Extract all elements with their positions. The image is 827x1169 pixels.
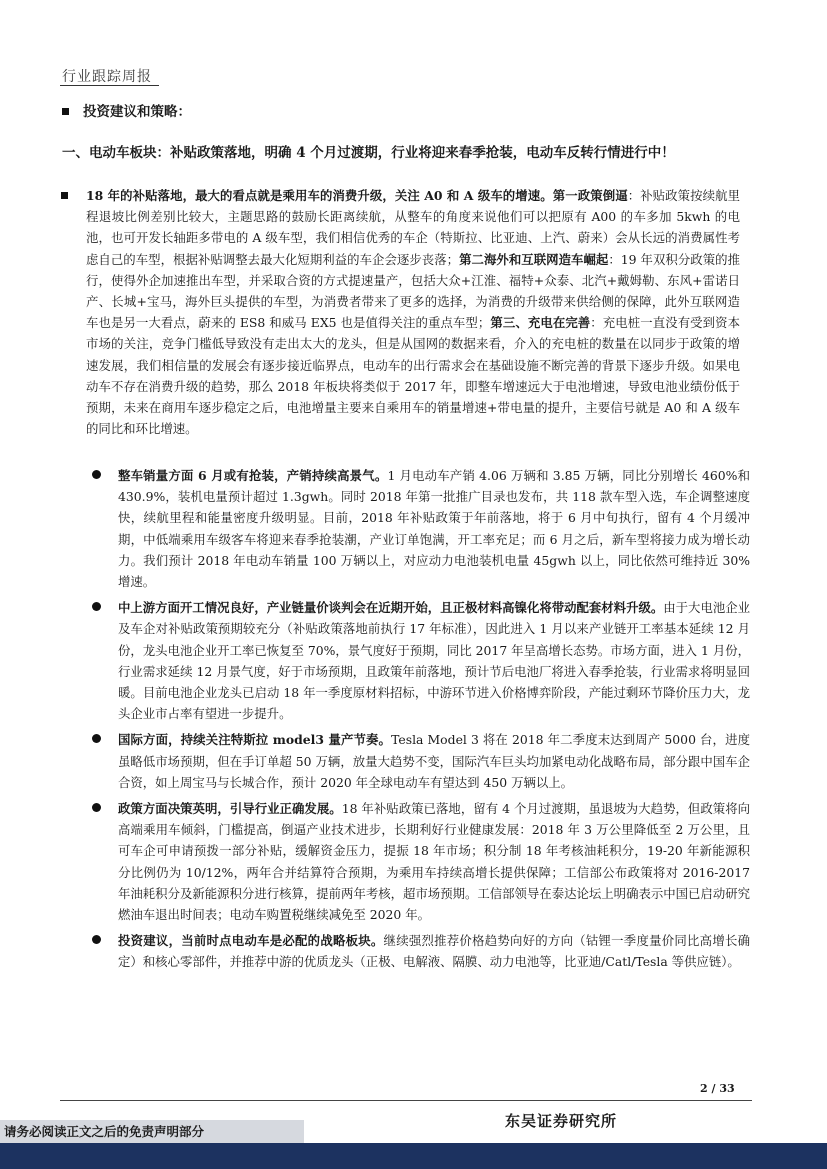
header-title: 行业跟踪周报: [62, 69, 152, 85]
footer-divider: [60, 1100, 752, 1101]
bullet-item: [118, 798, 750, 925]
bullet-bold: 投资建议，当前时点电动车是必配的战略板块。: [118, 933, 384, 949]
intro-bold-3: 第三、充电在完善: [490, 315, 591, 331]
bullet-text: 18 年补贴政策已落地，留有 4 个月过渡期，虽退坡为大趋势，但政策将向高端乘用车倾斜，门槛提高，倒逼产业技术进步，长期利好行业健康发展：2018 年 3 万公里降低至 2 万公里，且可车企可申请预拨一部分补贴，缓解资金压力，提振 18 年市场；积分制 18 年考核油耗积分，19-20 年新能源积分比例仍为 10/12%，两年合并结算符合预期，为乘用车持续高增长提供保障；工信部公布政策将对 2016-2017 年油耗积分及新能源积分进行核算，提前两年考核，超市场预期。工信部领导在泰达论坛上明确表示中国已启动研究燃油车退出时间表；电动车购置税继续减免至 2020 年。: [118, 801, 751, 923]
intro-bold-2: 第二海外和互联网造车崛起: [459, 251, 609, 267]
sub-heading: 一、电动车板块：补贴政策落地，明确 4 个月过渡期，行业将迎来春季抢装，电动车反转行情进行中！: [62, 145, 675, 161]
bullet-list: [118, 465, 750, 978]
intro-lead: 18 年的补贴落地，最大的看点就是乘用车的消费升级，关注 A0 和 A 级车的增速。第一政策倒逼: [86, 188, 628, 203]
bullet-text: 由于大电池企业及车企对补贴政策预期较充分（补贴政策落地前执行 17 年标准），因此进入 1 月以来产业链开工率基本延续 12 月份，龙头电池企业开工率已恢复至 70%，景气度好于预期，同比 2017 年呈高增长态势。市场方面，进入 1 月份，行业需求延续 12 月景气度，好于市场预期，且政策年前落地，预计节后电池厂将进入春季抢装，行业需求将明显回暖。目前电池企业龙头已启动 18 年一季度原材料招标，中游环节进入价格博弈阶段，产能过剩环节降价压力大，龙头企业市占率有望进一步提升。: [118, 600, 751, 722]
intro-paragraph: [86, 185, 740, 439]
bullet-text: 1 月电动车产销 4.06 万辆和 3.85 万辆，同比分别增长 460%和 430.9%，装机电量预计超过 1.3gwh。同时 2018 年第一批推广目录也发布，共 118 款车型入选，车企调整速度快，续航里程和能量密度升级明显。目前，2018 年补贴政策于年前落地，将于 6 月中旬执行，留有 4 个月缓冲期，中低端乘用车级客车将迎来春季抢装潮，产业订单饱满，开工率充足；而 6 月之后，新车型将接力成为增长动力。我们预计 2018 年电动车销量 100 万辆以上，对应动力电池装机电量 45gwh 以上，同比依然可维持近 30%增速。: [118, 468, 751, 590]
square-bullet-icon: [62, 108, 69, 115]
page-number: 2 / 33: [700, 1082, 735, 1095]
circle-bullet-icon: [92, 470, 101, 479]
circle-bullet-icon: [92, 803, 101, 812]
intro-text-3: ：充电桩一直没有受到资本市场的关注，竞争门槛低导致没有走出太大的龙头，但是从国网的数据来看，介入的充电桩的数量在以同步于政策的增速发展，我们相信量的发展会有逐步接近临界点，电动车的出行需求会在基础设施不断完善的背景下逐步升级。如果电动车不存在消费升级的趋势，那么 2018 年板块将类似于 2017 年，即整车增速远大于电池增速，导致电池业绩份低于预期，未来在商用车逐步稳定之后，电池增量主要来自乘用车的销量增速+带电量的提升，主要信号就是 A0 和 A 级车的同比和环比增速。: [86, 315, 741, 437]
section-heading: [62, 100, 191, 120]
intro-text-2: ：19 年双积分政策的推行，使得外企加速推出车型，并采取合资的方式提速量产，包括大众+江淮、福特+众泰、北汽+戴姆勒、东风+雷诺日产、长城+宝马，海外巨头提供的车型，为消费者带来了更多的选择，为消费的升级带来供给侧的保障，此外互联网造车也是另一大看点，蔚来的 ES8 和威马 EX5 也是值得关注的重点车型；: [86, 251, 740, 331]
bullet-item: [118, 930, 750, 972]
circle-bullet-icon: [92, 935, 101, 944]
section-title: 投资建议和策略：: [83, 104, 191, 120]
header-underline: [60, 85, 159, 86]
brand-name: 东吴证券研究所: [505, 1112, 618, 1130]
bullet-bold: 国际方面，持续关注特斯拉 model3 量产节奏。: [118, 732, 392, 748]
disclaimer-banner: 请务必阅读正文之后的免责声明部分: [0, 1120, 304, 1143]
bullet-text: 继续强烈推荐价格趋势向好的方向（钴锂一季度量价同比高增长确定）和核心零部件，并推荐中游的优质龙头（正极、电解液、隔膜、动力电池等，比亚迪/Catl/Tesla 等供应链）。: [118, 933, 750, 970]
bullet-bold: 整车销量方面 6 月或有抢装，产销持续高景气。: [118, 468, 388, 483]
circle-bullet-icon: [92, 602, 101, 611]
footer-bar: [0, 1143, 827, 1169]
circle-bullet-icon: [92, 734, 101, 743]
intro-text-1: ：补贴政策按续航里程退坡比例差别比较大，主题思路的鼓励长距离续航，从整车的角度来说他们可以把原有 A00 的车多加 5kwh 的电池，也可开发长轴距多带电的 A 级车型，我们相信优秀的车企（特斯拉、比亚迪、上汽、蔚来）会从长远的消费属性考虑自己的车型，根据补贴调整去最大化短期利益的车企会逐步丧落；: [86, 188, 740, 267]
bullet-text: Tesla Model 3 将在 2018 年二季度末达到周产 5000 台，进度虽略低市场预期，但在手订单超 50 万辆，放量大趋势不变，国际汽车巨头均加紧电动化战略布局，部分跟中国车企合资，如上周宝马与长城合作，预计 2020 年全球电动车有望达到 450 万辆以上。: [118, 732, 750, 790]
bullet-item: [118, 465, 750, 592]
square-bullet-icon: [61, 192, 68, 199]
bullet-bold: 中上游方面开工情况良好，产业链量价谈判会在近期开始，且正极材料高镍化将带动配套材料升级。: [118, 600, 664, 616]
bullet-item: [118, 729, 750, 793]
bullet-item: [118, 597, 750, 724]
bullet-bold: 政策方面决策英明，引导行业正确发展。: [118, 801, 342, 817]
